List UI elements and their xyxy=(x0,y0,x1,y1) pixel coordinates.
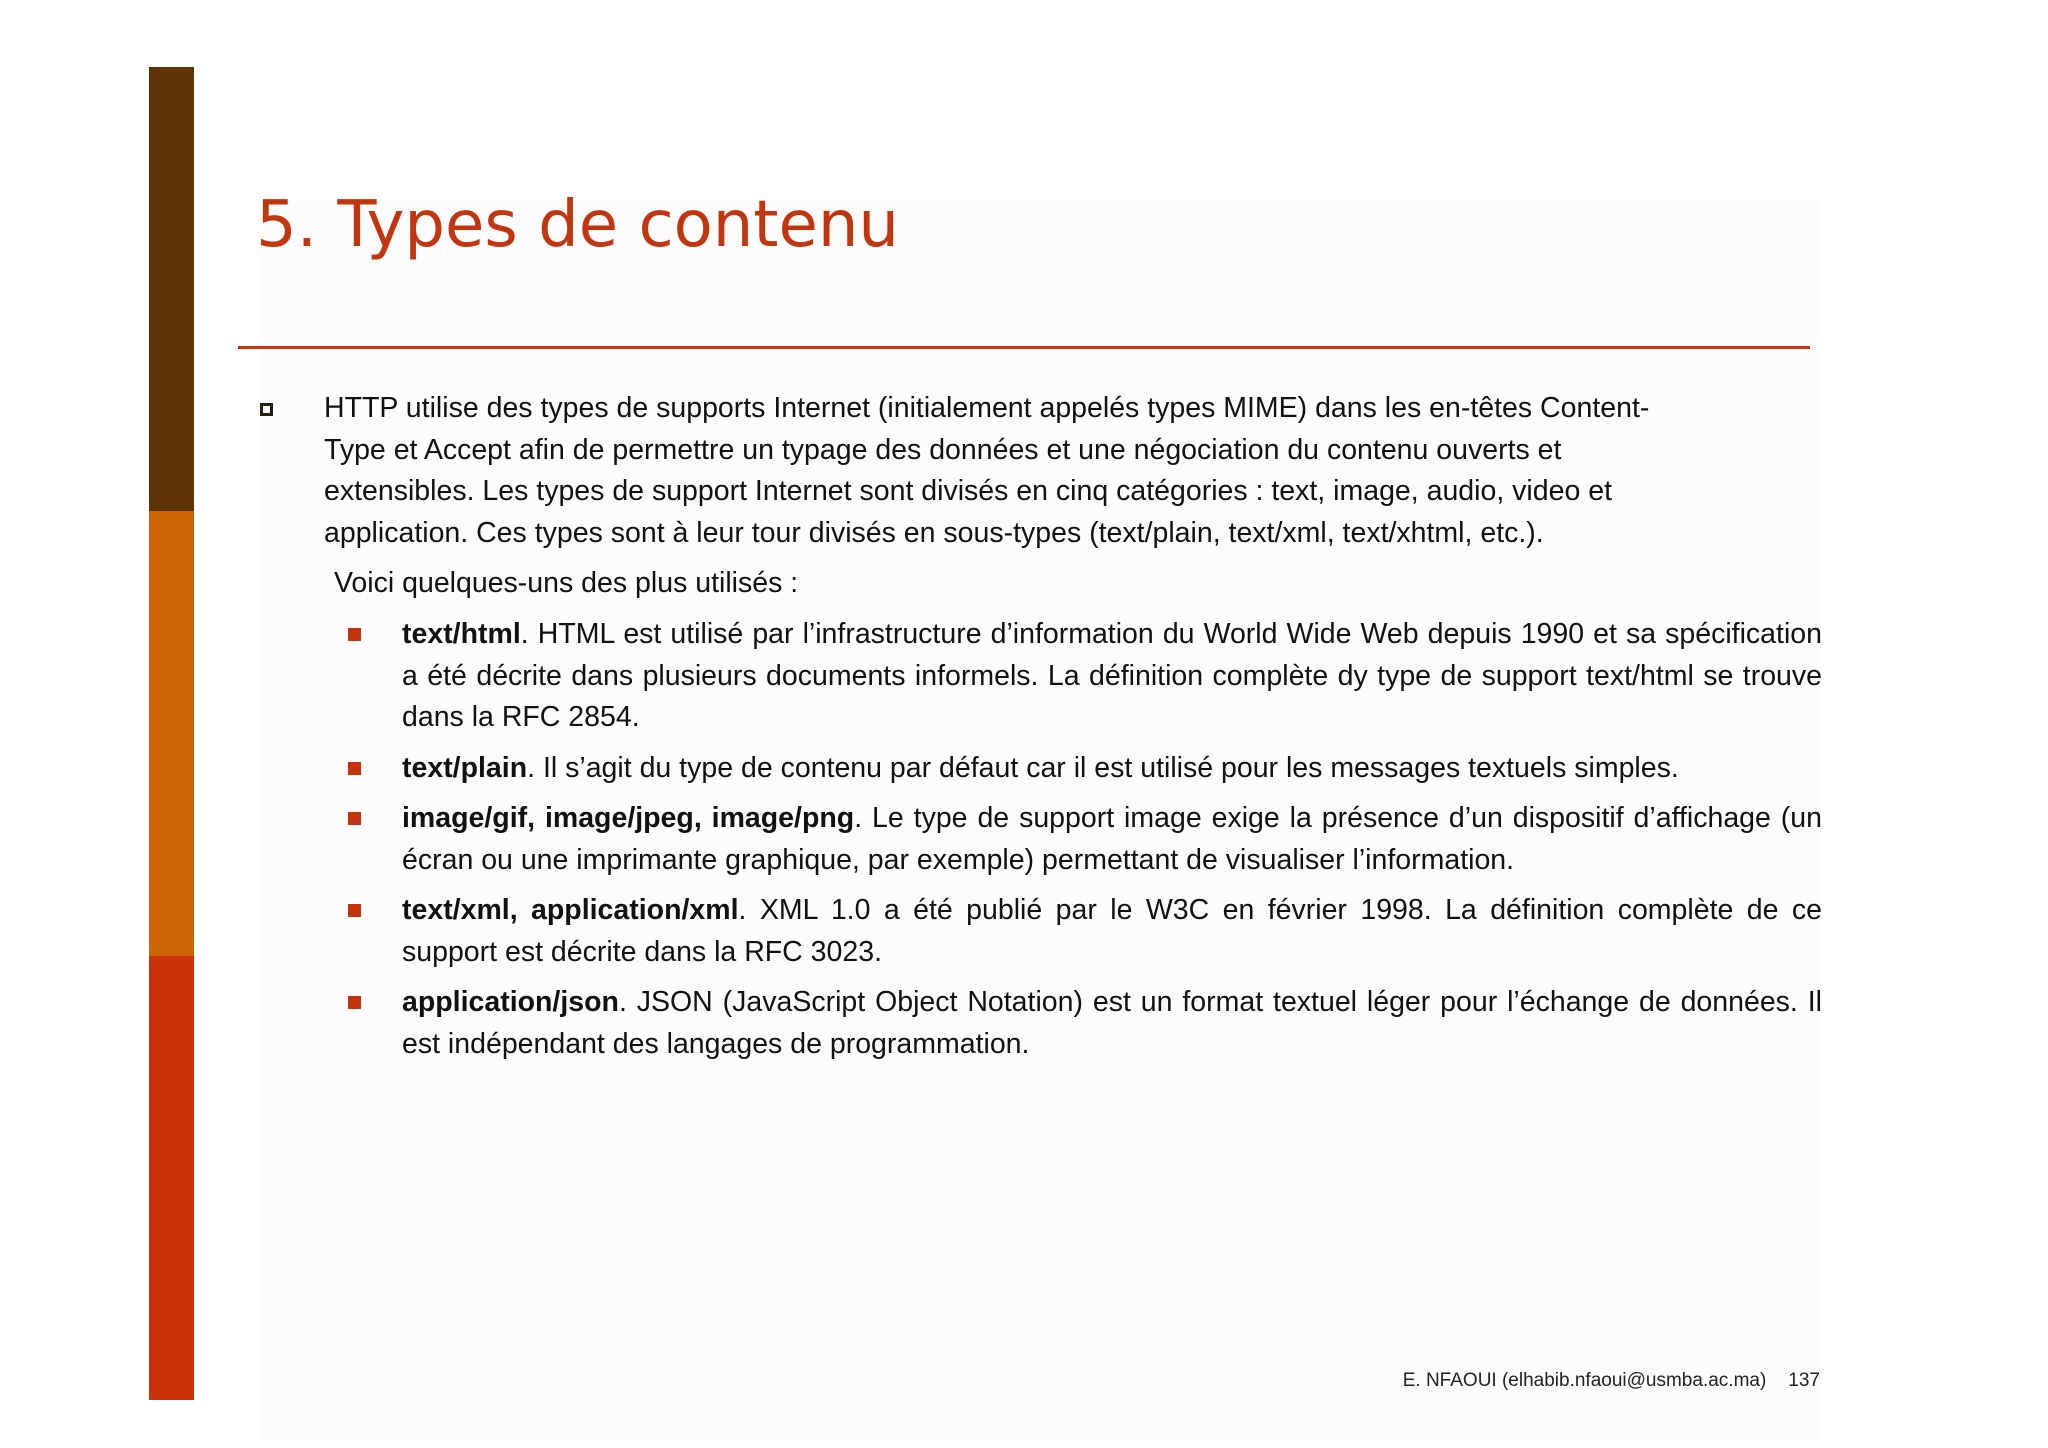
intro-line: Type et Accept afin de permettre un typage des données et une négociation du contenu ouverts et xyxy=(324,433,1562,466)
media-type-term: image/gif, image/jpeg, image/png xyxy=(402,802,855,834)
footer-author: E. NFAOUI (elhabib.nfaoui@usmba.ac.ma) xyxy=(1402,1370,1767,1391)
title-divider xyxy=(238,346,1810,349)
media-type-description: . HTML est utilisé par l’infrastructure d’information du World Wide Web depuis 1990 et sa spécification a été décrite dans plusieurs documents informels. La définition complète dy type de support text/html se trouve dans la RFC 2854. xyxy=(402,618,1822,733)
sidebar-segment-brown xyxy=(149,67,194,511)
intro-line: application. Ces types sont à leur tour divisés en sous-types (text/plain, text/xml, text/xhtml, etc.). xyxy=(324,516,1544,549)
media-type-description: . Il s’agit du type de contenu par défaut car il est utilisé pour les messages textuels simples. xyxy=(527,751,1679,784)
square-bullet-icon xyxy=(348,904,361,917)
square-bullet-icon xyxy=(348,996,361,1009)
list-item-text xyxy=(402,890,1822,973)
square-bullet-icon xyxy=(348,628,361,641)
slide-footer xyxy=(1403,1370,1820,1392)
list-item-text xyxy=(402,982,1822,1065)
intro-line: HTTP utilise des types de supports Internet (initialement appelés types MIME) dans les en-têtes Content- xyxy=(324,392,1650,424)
slide-title: 5. Types de contenu xyxy=(256,188,899,262)
square-bullet-icon xyxy=(348,812,361,825)
list-intro: Voici quelques-uns des plus utilisés : xyxy=(334,567,799,599)
list-item xyxy=(348,748,1822,790)
intro-paragraph xyxy=(324,388,1824,554)
media-type-term: application/json xyxy=(402,986,619,1018)
media-type-list xyxy=(348,614,1822,1074)
list-item xyxy=(348,890,1822,973)
sidebar-segment-red xyxy=(149,956,194,1400)
list-item xyxy=(348,798,1822,881)
page-number: 137 xyxy=(1788,1370,1820,1391)
square-bullet-icon xyxy=(348,762,361,775)
list-item-text xyxy=(402,614,1822,739)
sidebar-segment-orange xyxy=(149,511,194,956)
list-item xyxy=(348,982,1822,1065)
list-item xyxy=(348,614,1822,739)
media-type-term: text/plain xyxy=(402,751,528,784)
list-item-text xyxy=(402,748,1822,790)
hollow-square-bullet-icon xyxy=(260,403,273,416)
intro-line: extensibles. Les types de support Internet sont divisés en cinq catégories : text, image, audio, video et xyxy=(324,475,1612,507)
sidebar-decoration xyxy=(149,67,194,1400)
media-type-term: text/xml, application/xml xyxy=(402,894,739,926)
media-type-description: . XML 1.0 a été publié par le W3C en février 1998. La définition complète de ce support est décrite dans la RFC 3023. xyxy=(402,894,1822,968)
media-type-description: . Le type de support image exige la présence d’un dispositif d’affichage (un écran ou une imprimante graphique, par exemple) permettant de visualiser l’information. xyxy=(402,802,1822,876)
list-item-text xyxy=(402,798,1822,881)
media-type-description: . JSON (JavaScript Object Notation) est un format textuel léger pour l’échange de données. Il est indépendant des langages de programmation. xyxy=(402,986,1822,1060)
media-type-term: text/html xyxy=(402,618,521,650)
